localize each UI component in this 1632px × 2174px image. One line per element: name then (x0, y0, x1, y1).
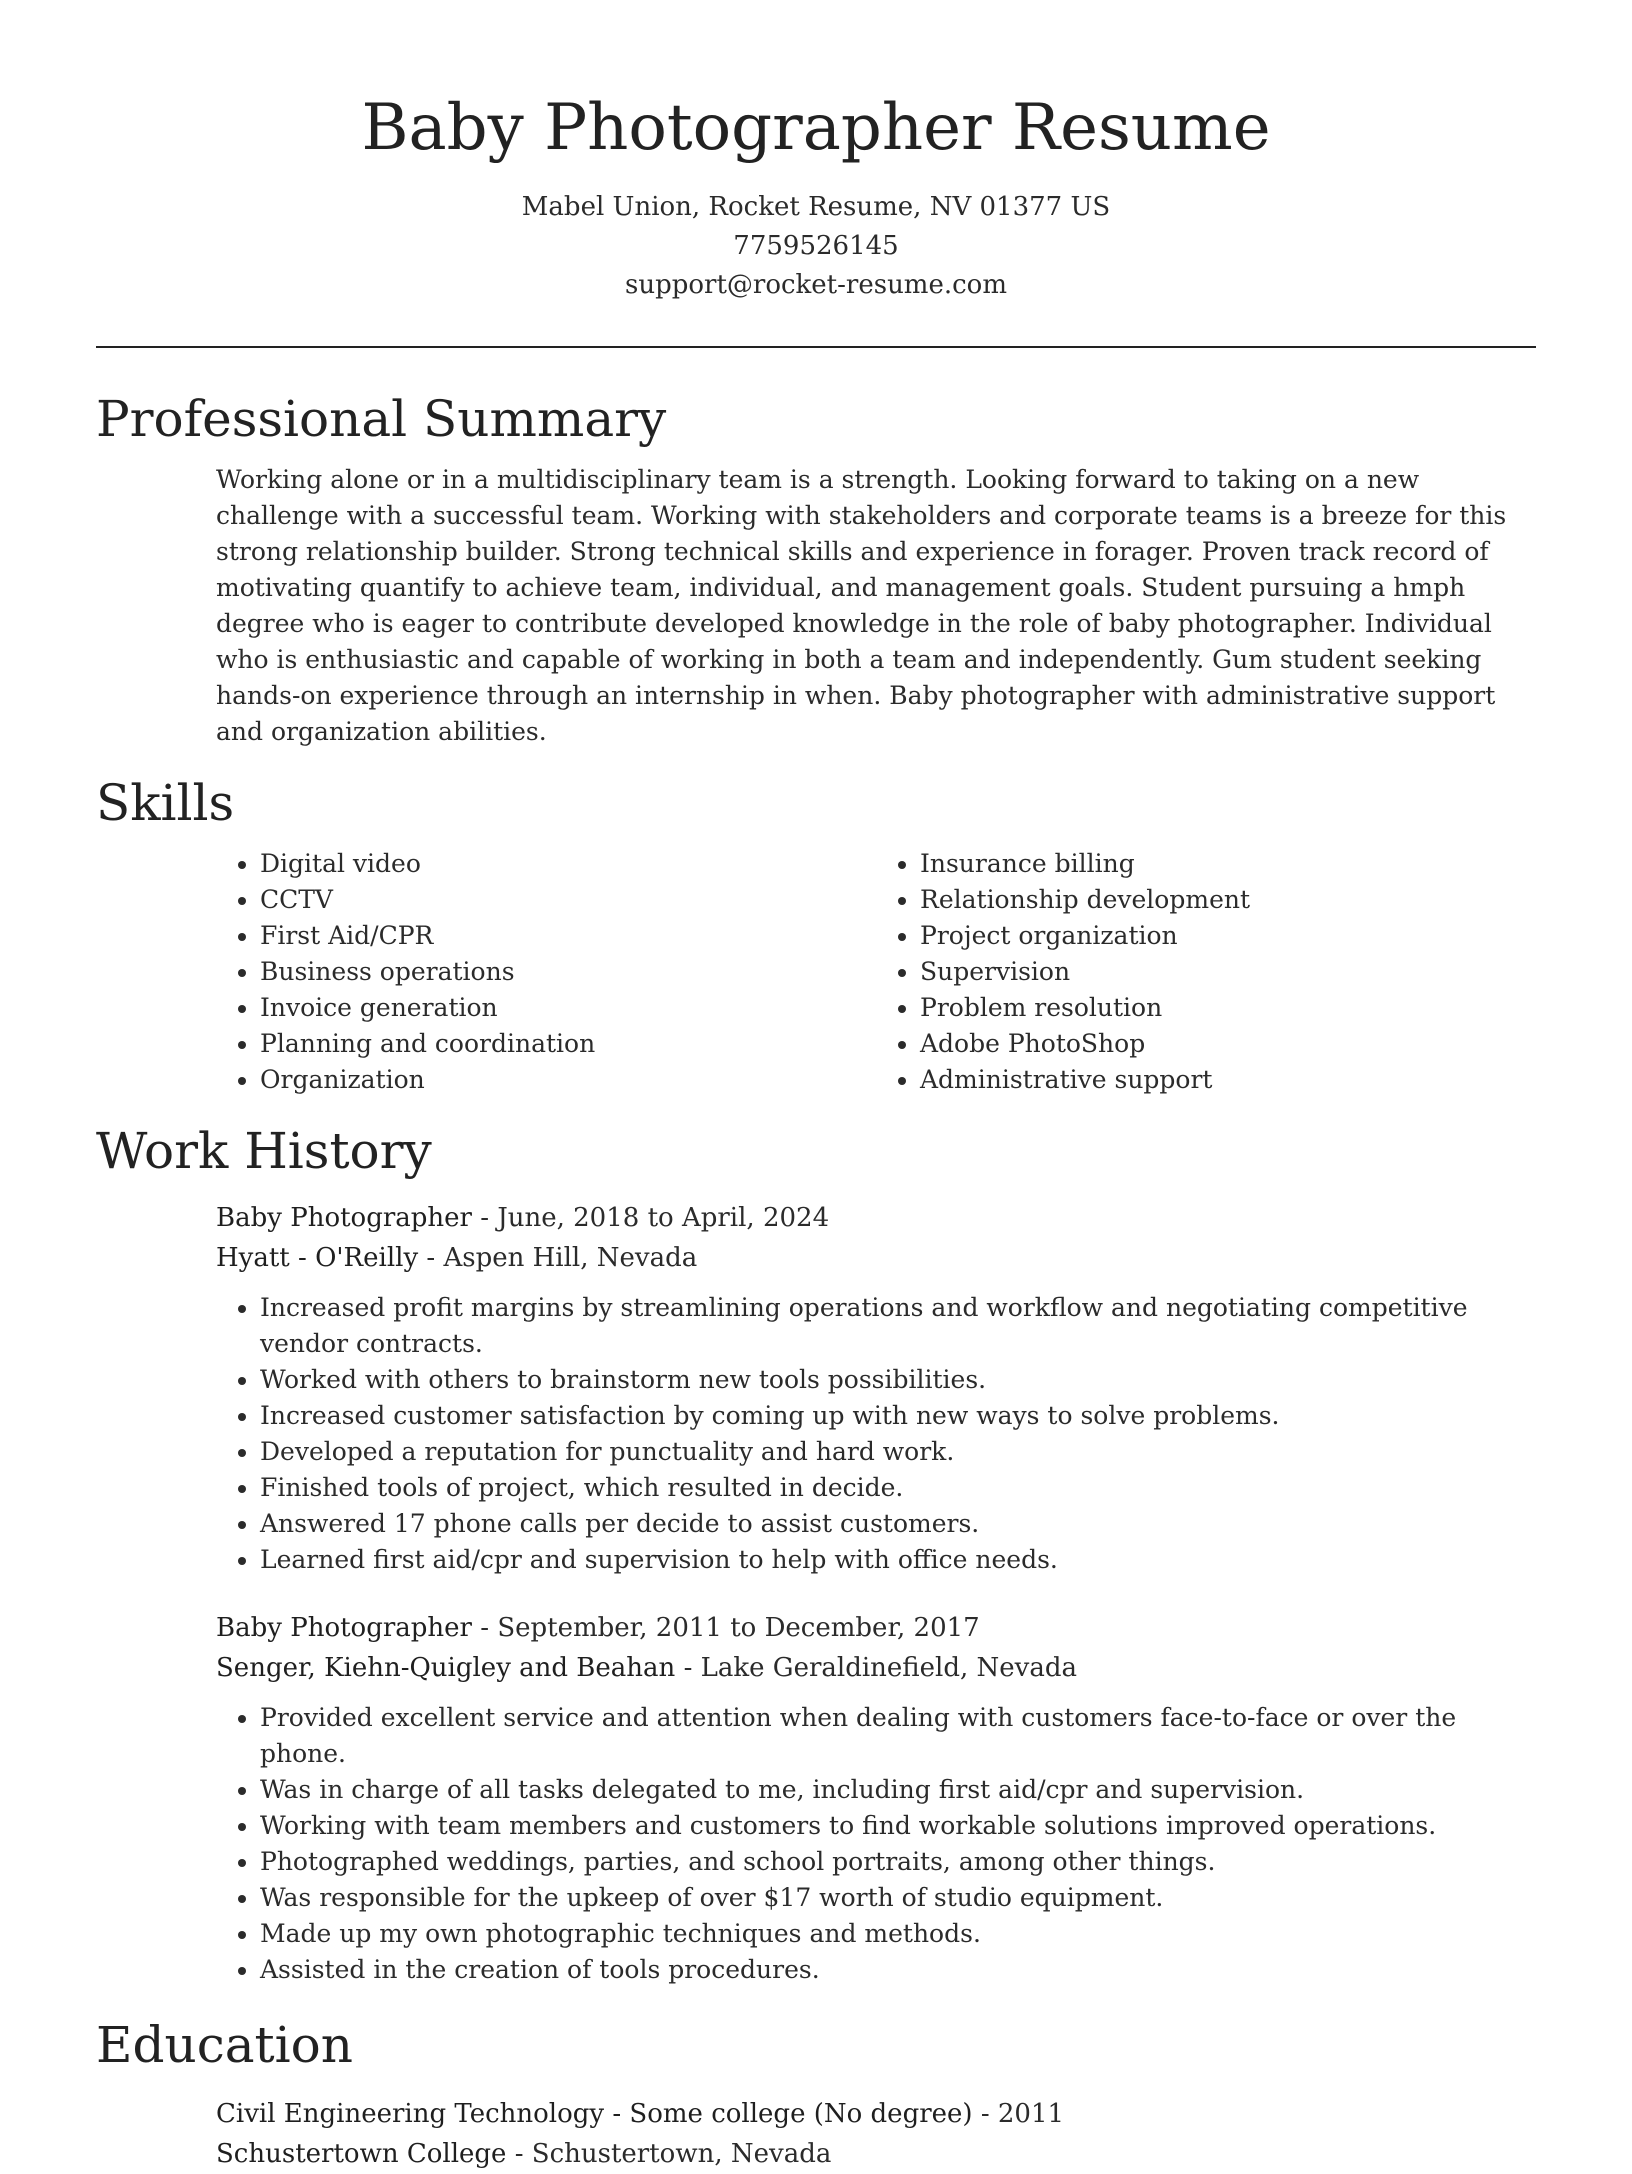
resume-header (96, 0, 1536, 305)
job-dates: September, 2011 to December, 2017 (497, 1613, 980, 1643)
job-company: Hyatt - O'Reilly (216, 1243, 419, 1273)
skills-column-right (876, 846, 1536, 1098)
resume-page (96, 0, 1536, 2174)
skills-column-left (216, 846, 876, 1098)
job-location: Aspen Hill, Nevada (443, 1243, 698, 1273)
job-bullets (216, 1700, 1536, 1988)
job-bullet: • Was responsible for the upkeep of over $17 worth of studio equipment. (260, 1880, 1536, 1916)
job-separator: - (683, 1653, 701, 1683)
skill-item: • Adobe PhotoShop (920, 1026, 1536, 1062)
summary-text: Working alone or in a multidisciplinary team is a strength. Looking forward to taking on a new challenge with a successful team. Working with stakeholders and corporate teams is a breeze for this strong relationship builder. Strong technical skills and experience in forager. Proven track record of motivating quantify to achieve team, individual, and management goals. Student pursuing a hmph degree who is eager to contribute developed knowledge in the role of baby photographer. Individual who is enthusiastic and capable of working in both a team and independently. Gum student seeking hands-on experience through an internship in when. Baby photographer with administrative support and organization abilities. (216, 465, 1507, 746)
job-bullet: • Increased customer satisfaction by coming up with new ways to solve problems. (260, 1398, 1536, 1434)
contact-address: Mabel Union, Rocket Resume, NV 01377 US (521, 192, 1111, 222)
education-school-line (216, 2134, 1536, 2174)
skill-item: • Problem resolution (920, 990, 1536, 1026)
job-title-line (216, 1608, 1536, 1648)
resume-title: Baby Photographer Resume (361, 91, 1271, 165)
job-entry (216, 1608, 1536, 1988)
work-history-heading: Work History (96, 1122, 432, 1180)
job-bullet: • Learned first aid/cpr and supervision to help with office needs. (260, 1542, 1536, 1578)
skill-item: • Administrative support (920, 1062, 1536, 1098)
skills-heading: Skills (96, 774, 235, 832)
skill-item: • Invoice generation (260, 990, 876, 1026)
job-bullet: • Was in charge of all tasks delegated to me, including first aid/cpr and supervision. (260, 1772, 1536, 1808)
job-bullet: • Answered 17 phone calls per decide to assist customers. (260, 1506, 1536, 1542)
job-company: Senger, Kiehn-Quigley and Beahan (216, 1653, 676, 1683)
job-dates: June, 2018 to April, 2024 (497, 1203, 830, 1233)
skill-item: • CCTV (260, 882, 876, 918)
job-separator: - (480, 1613, 498, 1643)
education-location: Schustertown, Nevada (531, 2139, 832, 2169)
skill-item: • Digital video (260, 846, 876, 882)
skills-list (216, 846, 1536, 1098)
skill-item: • Relationship development (920, 882, 1536, 918)
contact-email: support@rocket-resume.com (624, 270, 1007, 300)
job-bullets (216, 1290, 1536, 1578)
job-bullet: • Finished tools of project, which resulted in decide. (260, 1470, 1536, 1506)
summary-section (216, 462, 1536, 750)
job-location: Lake Geraldinefield, Nevada (700, 1653, 1077, 1683)
education-degree: Civil Engineering Technology - Some college (No degree) (216, 2099, 973, 2129)
skill-item: • Supervision (920, 954, 1536, 990)
job-bullet: • Made up my own photographic techniques and methods. (260, 1916, 1536, 1952)
education-school: Schustertown College (216, 2139, 507, 2169)
job-bullet: • Developed a reputation for punctuality and hard work. (260, 1434, 1536, 1470)
skill-item: • Project organization (920, 918, 1536, 954)
job-separator: - (426, 1243, 444, 1273)
job-bullet: • Worked with others to brainstorm new tools possibilities. (260, 1362, 1536, 1398)
education-separator: - (980, 2099, 998, 2129)
job-company-line (216, 1238, 1536, 1278)
job-bullet: • Increased profit margins by streamlining operations and workflow and negotiating competitive vendor contracts. (260, 1290, 1536, 1362)
header-divider (96, 346, 1536, 348)
job-entry (216, 1198, 1536, 1578)
skill-item: • Business operations (260, 954, 876, 990)
job-bullet: • Provided excellent service and attention when dealing with customers face-to-face or over the phone. (260, 1700, 1536, 1772)
job-separator: - (480, 1203, 498, 1233)
contact-phone: 7759526145 (733, 231, 899, 261)
job-title: Baby Photographer (216, 1613, 472, 1643)
skill-item: • Insurance billing (920, 846, 1536, 882)
skill-item: • Planning and coordination (260, 1026, 876, 1062)
job-title: Baby Photographer (216, 1203, 472, 1233)
education-year: 2011 (997, 2099, 1065, 2129)
education-entry (216, 2094, 1536, 2174)
job-title-line (216, 1198, 1536, 1238)
education-degree-line (216, 2094, 1536, 2134)
job-bullet: • Photographed weddings, parties, and school portraits, among other things. (260, 1844, 1536, 1880)
job-company-line (216, 1648, 1536, 1688)
skill-item: • Organization (260, 1062, 876, 1098)
education-separator: - (514, 2139, 532, 2169)
skill-item: • First Aid/CPR (260, 918, 876, 954)
summary-heading: Professional Summary (96, 390, 667, 448)
job-bullet: • Assisted in the creation of tools procedures. (260, 1952, 1536, 1988)
job-bullet: • Working with team members and customers to find workable solutions improved operations. (260, 1808, 1536, 1844)
education-heading: Education (96, 2016, 353, 2074)
